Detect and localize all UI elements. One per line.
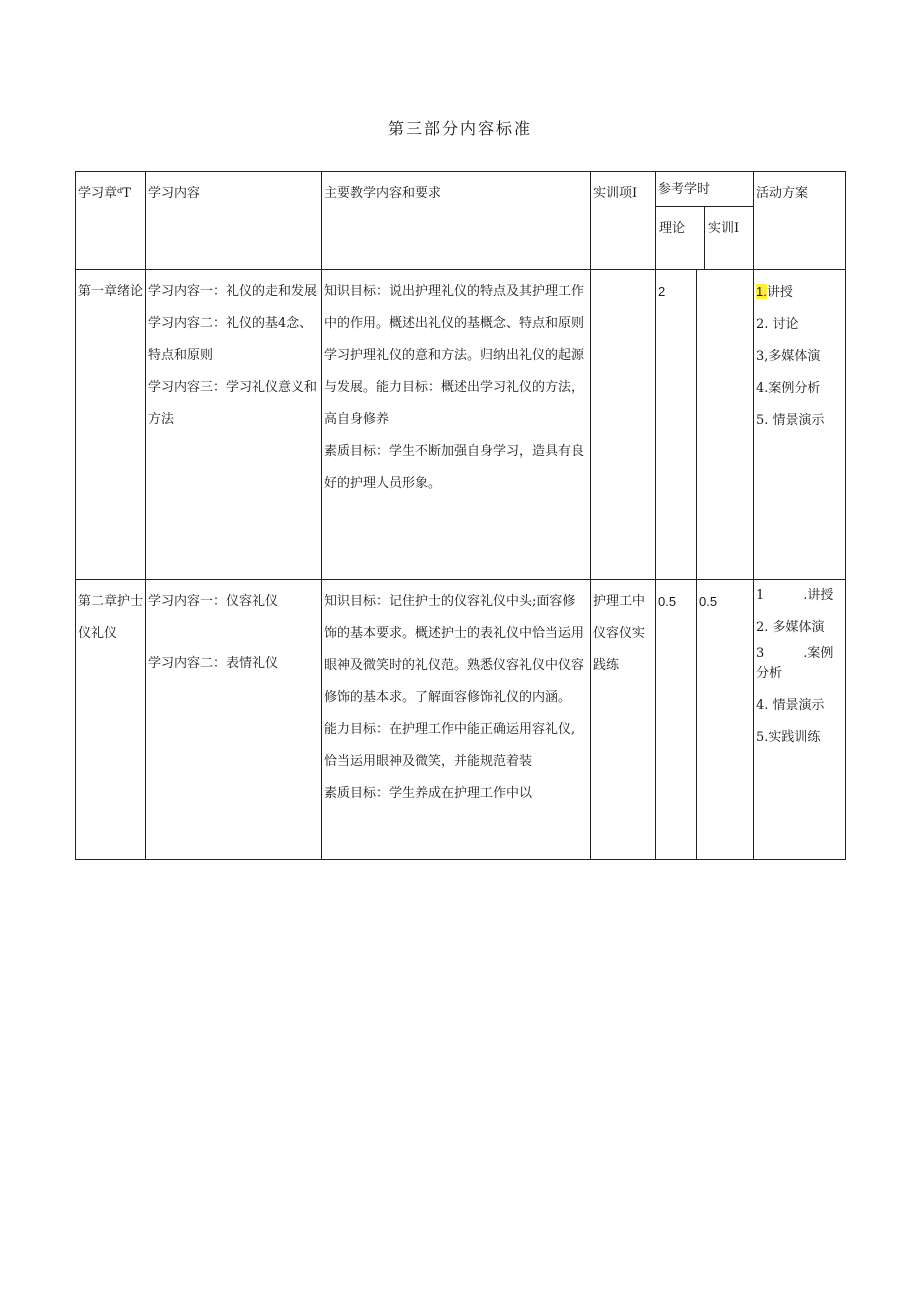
requirement-text: 素质目标：学生养成在护理工作中以 xyxy=(324,786,533,801)
table-row xyxy=(76,270,846,580)
activity-item: 4.案例分析 xyxy=(756,381,821,396)
content-item: 学习内容二：表情礼仪 xyxy=(148,656,279,671)
row-theory-hours: 2 xyxy=(656,270,697,580)
activity-item: 5. 情景演示 xyxy=(756,413,825,428)
row-chapter: 第二章护士仪礼仪 xyxy=(76,580,146,860)
row-requirements xyxy=(322,580,591,860)
row-practice: 护理工中仪容仪实践练 xyxy=(591,580,656,860)
header-activity: 活动方案 xyxy=(754,172,846,270)
header-chapter: 学习章ᵈT xyxy=(76,172,146,270)
row-contents xyxy=(146,580,322,860)
activity-item xyxy=(756,276,843,309)
content-item: 学习内容一：仪容礼仪 xyxy=(148,594,279,609)
content-standard-table xyxy=(75,171,846,860)
requirement-text: 能力目标：在护理工作中能正确运用容礼仪,恰当运用眼神及微笑，并能规范着装 xyxy=(324,722,576,769)
activity-item: 3 .案例分析 xyxy=(756,646,834,681)
row-requirements xyxy=(322,270,591,580)
highlight-mark: 1. xyxy=(756,284,767,299)
activity-item: 1 .讲授 xyxy=(756,588,834,603)
row-contents xyxy=(146,270,322,580)
activity-item: 3,多媒体演 xyxy=(756,349,821,364)
activity-item: 2. 多媒体演 xyxy=(756,620,825,635)
requirement-text: 素质目标：学生不断加强自身学习，造具有良好的护理人员形象。 xyxy=(324,444,585,491)
table-header-row xyxy=(76,172,846,270)
content-item: 学习内容一：礼仪的走和发展 xyxy=(148,284,318,299)
page-title: 第三部分内容标准 xyxy=(387,119,532,138)
header-hours xyxy=(656,172,754,270)
requirement-text: 知识目标：记住护士的仪容礼仪中头;面容修饰的基本要求。概述护士的表礼仪中恰当运用眼神及微笑时的礼仪范。熟悉仪容礼仪中仪容修饰的基本求。了解面容修饰礼仪的内涵。 xyxy=(324,594,585,705)
activity-item: 4. 情景演示 xyxy=(756,698,825,713)
activity-item-rest: 讲授 xyxy=(766,285,793,300)
header-content: 学习内容 xyxy=(146,172,322,270)
row-chapter: 第一章绪论 xyxy=(76,270,146,580)
row-activities xyxy=(754,270,846,580)
row-practice-hours xyxy=(697,270,754,580)
content-item: 学习内容三：学习礼仪意义和方法 xyxy=(148,380,318,427)
row-activities xyxy=(754,580,846,860)
content-item: 学习内容二：礼仪的基4念、特点和原则 xyxy=(148,316,313,363)
activity-item: 5.实践训练 xyxy=(756,730,821,745)
row-theory-hours: 0.5 xyxy=(656,580,697,860)
row-practice-hours: 0.5 xyxy=(697,580,754,860)
header-practice: 实训项I xyxy=(591,172,656,270)
header-requirements: 主要教学内容和要求 xyxy=(322,172,591,270)
header-theory: 理论 xyxy=(656,207,705,269)
activity-item: 2. 讨论 xyxy=(756,317,799,332)
header-practice-hours: 实训I xyxy=(708,221,740,236)
requirement-text: 知识目标：说出护理礼仪的特点及其护理工作中的作用。概述出礼仪的基概念、特点和原则学习护理礼仪的意和方法。归纳出礼仪的起源与发展。能力目标：概述出学习礼仪的方法，高自身修养 xyxy=(324,284,585,427)
table-row xyxy=(76,580,846,860)
header-hours-label: 参考学时 xyxy=(656,172,753,207)
row-practice xyxy=(591,270,656,580)
